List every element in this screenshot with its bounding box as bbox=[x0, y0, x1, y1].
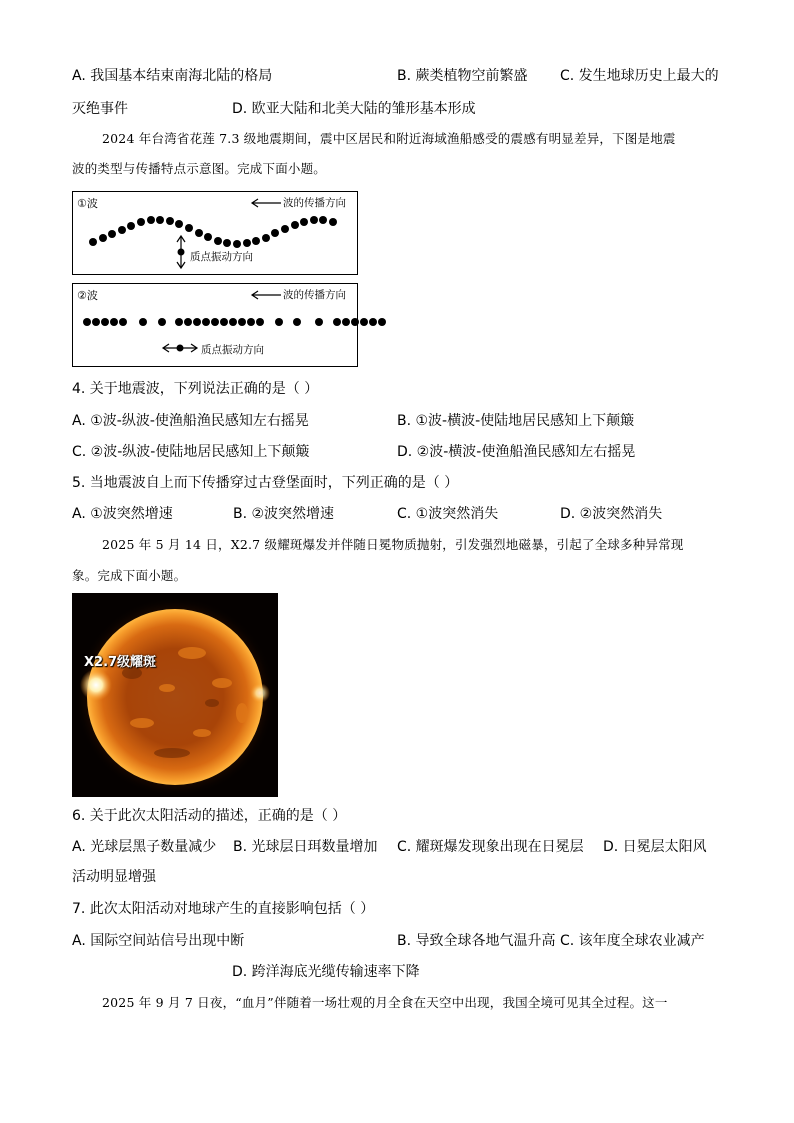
q5-option-b: B. ②波突然增速 bbox=[233, 506, 335, 522]
q3-option-b: B. 蕨类植物空前繁盛 bbox=[397, 68, 528, 84]
q6-option-d-continued: 活动明显增强 bbox=[72, 869, 156, 885]
q3-option-c-continued: 灭绝事件 bbox=[72, 101, 128, 117]
q7-stem: 7. 此次太阳活动对地球产生的直接影响包括（ ） bbox=[72, 901, 375, 917]
wave-particle bbox=[271, 229, 279, 237]
wave-particle bbox=[118, 226, 126, 234]
solar-flare-image bbox=[72, 593, 278, 797]
wave-particle bbox=[89, 238, 97, 246]
wave-particle bbox=[293, 318, 301, 326]
q6-option-a: A. 光球层黑子数量减少 bbox=[72, 839, 217, 855]
wave-particle bbox=[127, 222, 135, 230]
wave-particle bbox=[319, 216, 327, 224]
sun-icon bbox=[72, 593, 278, 797]
wave-particle bbox=[233, 240, 241, 248]
q4-option-d: D. ②波-横波-使渔船渔民感知左右摇晃 bbox=[397, 444, 636, 460]
wave-particle bbox=[193, 318, 201, 326]
wave-particle bbox=[342, 318, 350, 326]
wave-particle bbox=[256, 318, 264, 326]
wave-particle bbox=[101, 318, 109, 326]
wave-particle bbox=[158, 318, 166, 326]
wave-particle bbox=[275, 318, 283, 326]
wave2-vibration-label: 质点振动方向 bbox=[201, 344, 264, 356]
wave-particle bbox=[369, 318, 377, 326]
q5-option-c: C. ①波突然消失 bbox=[397, 506, 499, 522]
wave-particle bbox=[223, 239, 231, 247]
q7-option-c: C. 该年度全球农业减产 bbox=[560, 933, 705, 949]
wave-particle bbox=[175, 220, 183, 228]
q3-option-d: D. 欧亚大陆和北美大陆的雏形基本形成 bbox=[232, 101, 476, 117]
wave-particle bbox=[281, 225, 289, 233]
wave-particle bbox=[211, 318, 219, 326]
wave-particle bbox=[137, 218, 145, 226]
wave1-vibration-label: 质点振动方向 bbox=[190, 251, 253, 263]
vertical-vibration-arrow-icon bbox=[175, 234, 187, 270]
wave-particle bbox=[92, 318, 100, 326]
wave-particle bbox=[204, 233, 212, 241]
wave-particle bbox=[147, 216, 155, 224]
propagation-arrow-icon bbox=[249, 289, 283, 301]
wave-particle bbox=[108, 230, 116, 238]
wave-particle bbox=[243, 239, 251, 247]
intro-earthquake-line1: 2024 年台湾省花莲 7.3 级地震期间，震中区居民和附近海域渔船感受的震感有明显差异，下图是地震 bbox=[102, 131, 676, 146]
q5-option-d: D. ②波突然消失 bbox=[560, 506, 663, 522]
q3-option-c: C. 发生地球历史上最大的 bbox=[560, 68, 719, 84]
wave-particle bbox=[252, 237, 260, 245]
wave-particle bbox=[310, 216, 318, 224]
wave1-label: ①波 bbox=[77, 197, 98, 210]
wave-particle bbox=[166, 217, 174, 225]
q5-stem: 5. 当地震波自上而下传播穿过古登堡面时，下列正确的是（ ） bbox=[72, 475, 459, 491]
intro-solar-line2: 象。完成下面小题。 bbox=[72, 568, 187, 583]
wave1-propagation-label: 波的传播方向 bbox=[283, 197, 346, 209]
q4-option-a: A. ①波-纵波-使渔船渔民感知左右摇晃 bbox=[72, 413, 309, 429]
wave-particle bbox=[351, 318, 359, 326]
wave-particle bbox=[214, 237, 222, 245]
wave-particle bbox=[329, 218, 337, 226]
wave-particle bbox=[262, 234, 270, 242]
q7-option-d: D. 跨洋海底光缆传输速率下降 bbox=[232, 964, 420, 980]
wave2-label: ②波 bbox=[77, 289, 98, 302]
wave-particle bbox=[156, 216, 164, 224]
wave1-figure bbox=[72, 191, 358, 275]
q6-option-d: D. 日冕层太阳风 bbox=[603, 839, 707, 855]
wave-particle bbox=[291, 221, 299, 229]
wave-particle bbox=[119, 318, 127, 326]
flare-label: X2.7级耀斑 bbox=[84, 655, 157, 670]
q7-option-b: B. 导致全球各地气温升高 bbox=[397, 933, 556, 949]
wave-particle bbox=[139, 318, 147, 326]
wave2-propagation-label: 波的传播方向 bbox=[283, 289, 346, 301]
wave-particle bbox=[220, 318, 228, 326]
wave2-figure bbox=[72, 283, 358, 367]
wave-particle bbox=[300, 218, 308, 226]
intro-earthquake-line2: 波的类型与传播特点示意图。完成下面小题。 bbox=[72, 161, 327, 176]
q4-option-c: C. ②波-纵波-使陆地居民感知上下颠簸 bbox=[72, 444, 310, 460]
wave-particle bbox=[202, 318, 210, 326]
q3-option-a: A. 我国基本结束南海北陆的格局 bbox=[72, 68, 273, 84]
wave-particle bbox=[333, 318, 341, 326]
q5-option-a: A. ①波突然增速 bbox=[72, 506, 173, 522]
wave-particle bbox=[185, 224, 193, 232]
wave-particle bbox=[99, 234, 107, 242]
wave-particle bbox=[229, 318, 237, 326]
q4-stem: 4. 关于地震波，下列说法正确的是（ ） bbox=[72, 381, 319, 397]
q6-option-b: B. 光球层日珥数量增加 bbox=[233, 839, 378, 855]
intro-solar-line1: 2025 年 5 月 14 日，X2.7 级耀斑爆发并伴随日冕物质抛射，引发强烈地磁暴，引起了全球多种异常现 bbox=[102, 537, 684, 552]
wave-particle bbox=[184, 318, 192, 326]
wave-particle bbox=[175, 318, 183, 326]
q6-stem: 6. 关于此次太阳活动的描述，正确的是（ ） bbox=[72, 808, 347, 824]
intro-lunar-eclipse-line1: 2025 年 9 月 7 日夜，“血月”伴随着一场壮观的月全食在天空中出现，我国全境可见其全过程。这一 bbox=[102, 995, 668, 1010]
wave-particle bbox=[378, 318, 386, 326]
wave-particle bbox=[238, 318, 246, 326]
q4-option-b: B. ①波-横波-使陆地居民感知上下颠簸 bbox=[397, 413, 635, 429]
horizontal-vibration-arrow-icon bbox=[161, 342, 199, 354]
q7-option-a: A. 国际空间站信号出现中断 bbox=[72, 933, 245, 949]
wave-particle bbox=[83, 318, 91, 326]
wave-particle bbox=[195, 229, 203, 237]
q6-option-c: C. 耀斑爆发现象出现在日冕层 bbox=[397, 839, 584, 855]
wave-particle bbox=[110, 318, 118, 326]
wave-particle bbox=[247, 318, 255, 326]
wave-particle bbox=[315, 318, 323, 326]
propagation-arrow-icon bbox=[249, 197, 283, 209]
wave-particle bbox=[360, 318, 368, 326]
